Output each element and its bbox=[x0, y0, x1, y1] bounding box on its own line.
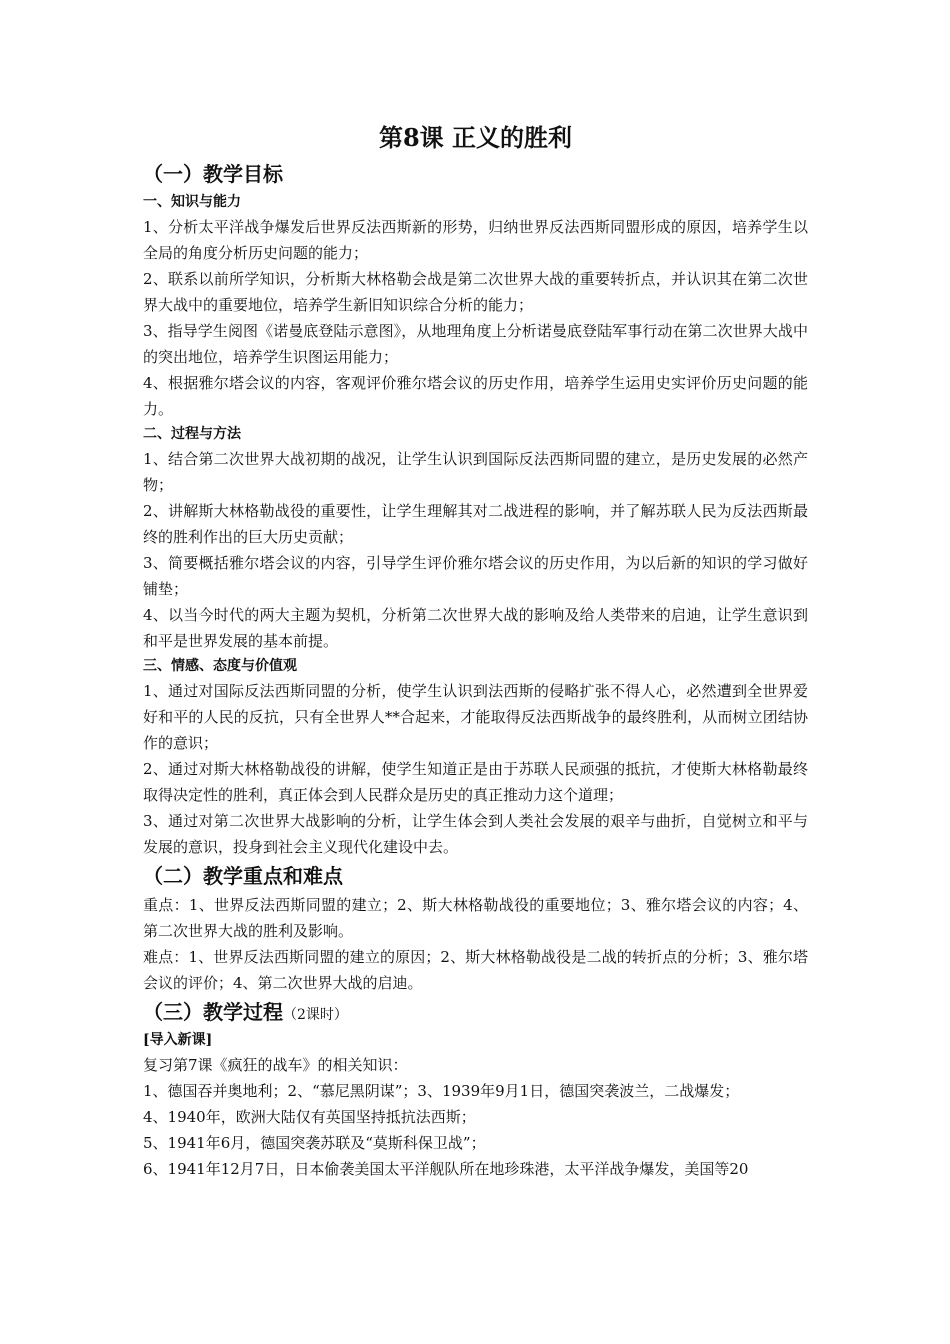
paragraph: 5、1941年6月，德国突袭苏联及“莫斯科保卫战”； bbox=[143, 1134, 486, 1152]
paragraph: 重点：1、世界反法西斯同盟的建立；2、斯大林格勒战役的重要地位；3、雅尔塔会议的内容；4、第二次世界大战的胜利及影响。 bbox=[143, 896, 808, 940]
paragraph: 3、简要概括雅尔塔会议的内容，引导学生评价雅尔塔会议的历史作用，为以后新的知识的学习做好铺垫； bbox=[143, 554, 808, 598]
paragraph: 6、1941年12月7日，日本偷袭美国太平洋舰队所在地珍珠港，太平洋战争爆发，美国等20 bbox=[143, 1160, 749, 1178]
section-heading-procedure-text: （三）教学过程 bbox=[143, 1000, 283, 1024]
paragraph: 复习第7课《疯狂的战车》的相关知识： bbox=[143, 1056, 408, 1074]
paragraph: 1、结合第二次世界大战初期的战况，让学生认识到国际反法西斯同盟的建立，是历史发展的必然产物； bbox=[143, 450, 808, 494]
paragraph: 3、指导学生阅图《诺曼底登陆示意图》，从地理角度上分析诺曼底登陆军事行动在第二次世界大战中的突出地位，培养学生识图运用能力； bbox=[143, 322, 808, 366]
section-heading-procedure bbox=[143, 996, 808, 1028]
lesson-count-note: （2课时） bbox=[283, 1007, 348, 1023]
subheading-emotion: 三、情感、态度与价值观 bbox=[143, 658, 297, 674]
subheading-knowledge: 一、知识与能力 bbox=[143, 194, 241, 210]
paragraph: 4、以当今时代的两大主题为契机，分析第二次世界大战的影响及给人类带来的启迪，让学生意识到和平是世界发展的基本前提。 bbox=[143, 606, 808, 650]
paragraph: 难点：1、世界反法西斯同盟的建立的原因；2、斯大林格勒战役是二战的转折点的分析；3、雅尔塔会议的评价；4、第二次世界大战的启迪。 bbox=[143, 948, 808, 992]
paragraph: 1、通过对国际反法西斯同盟的分析，使学生认识到法西斯的侵略扩张不得人心，必然遭到全世界爱好和平的人民的反抗，只有全世界人**合起来，才能取得反法西斯战争的最终胜利，从而树立团结协作的意识； bbox=[143, 682, 808, 752]
paragraph: 1、分析太平洋战争爆发后世界反法西斯新的形势，归纳世界反法西斯同盟形成的原因，培养学生以全局的角度分析历史问题的能力； bbox=[143, 218, 808, 262]
document-body bbox=[143, 118, 808, 1182]
paragraph: 2、讲解斯大林格勒战役的重要性，让学生理解其对二战进程的影响，并了解苏联人民为反法西斯最终的胜利作出的巨大历史贡献； bbox=[143, 502, 808, 546]
paragraph: 2、通过对斯大林格勒战役的讲解，使学生知道正是由于苏联人民顽强的抵抗，才使斯大林格勒最终取得决定性的胜利，真正体会到人民群众是历史的真正推动力这个道理； bbox=[143, 760, 808, 804]
subheading-intro: [导入新课] bbox=[143, 1032, 213, 1048]
page-title: 第8课 正义的胜利 bbox=[378, 123, 573, 152]
subheading-process: 二、过程与方法 bbox=[143, 426, 241, 442]
paragraph: 3、通过对第二次世界大战影响的分析，让学生体会到人类社会发展的艰辛与曲折，自觉树立和平与发展的意识，投身到社会主义现代化建设中去。 bbox=[143, 812, 808, 856]
paragraph: 1、德国吞并奥地利；2、“慕尼黑阴谋”；3、1939年9月1日，德国突袭波兰，二战爆发； bbox=[143, 1082, 740, 1100]
paragraph: 4、1940年，欧洲大陆仅有英国坚持抵抗法西斯； bbox=[143, 1108, 476, 1126]
paragraph: 2、联系以前所学知识，分析斯大林格勒会战是第二次世界大战的重要转折点，并认识其在第二次世界大战中的重要地位，培养学生新旧知识综合分析的能力； bbox=[143, 270, 808, 314]
paragraph: 4、根据雅尔塔会议的内容，客观评价雅尔塔会议的历史作用，培养学生运用史实评价历史问题的能力。 bbox=[143, 374, 808, 418]
section-heading-keypoints: （二）教学重点和难点 bbox=[143, 864, 343, 888]
section-heading-goals: （一）教学目标 bbox=[143, 162, 283, 186]
